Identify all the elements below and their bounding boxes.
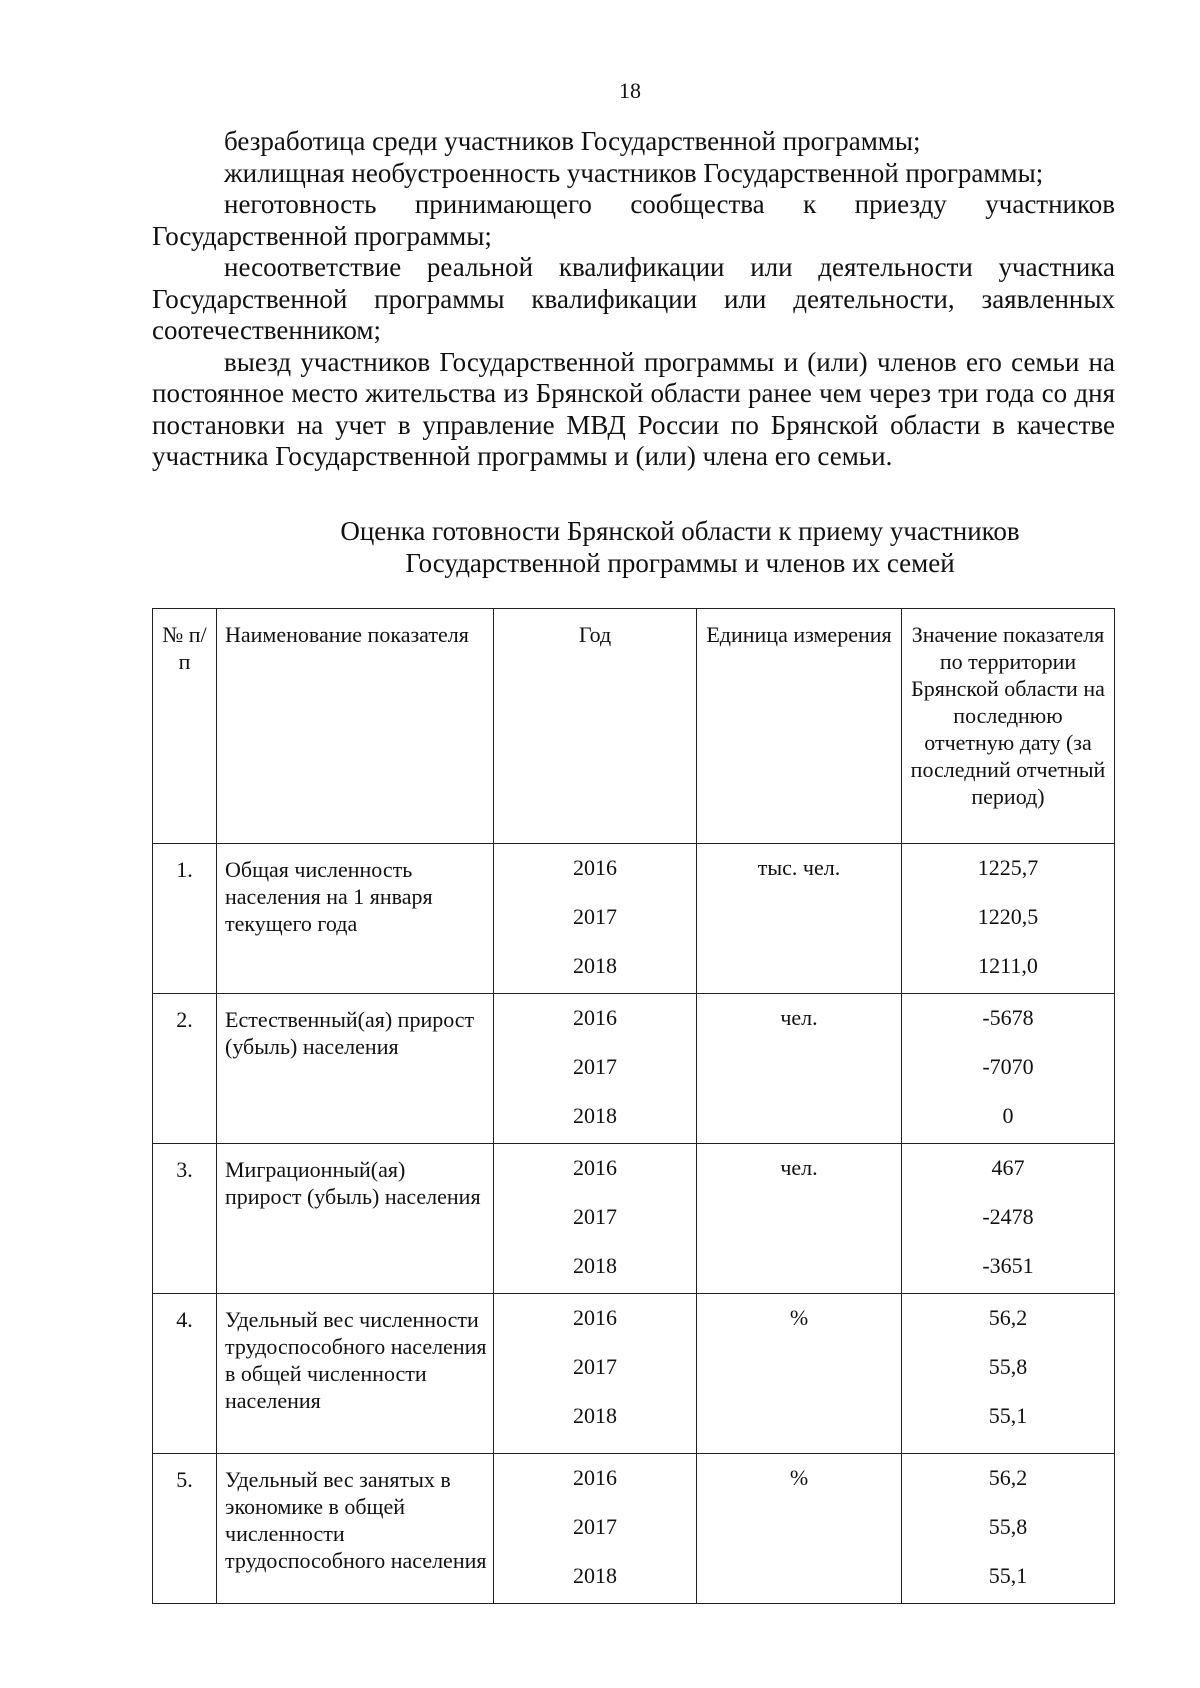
indicator-value: 1211,0 <box>978 953 1038 978</box>
row-years <box>494 844 697 994</box>
indicator-value: 55,1 <box>988 1403 1028 1428</box>
row-number: 4. <box>153 1294 217 1454</box>
year-value: 2016 <box>573 1155 617 1180</box>
paragraph: несоответствие реальной квалификации или деятельности участника Государственной программы квалификации или деятельности, заявленных соотечественником; <box>152 252 1115 345</box>
indicator-value: 55,8 <box>988 1354 1028 1379</box>
row-values <box>902 1454 1115 1604</box>
table-row <box>153 844 1115 994</box>
year-value: 2018 <box>573 953 617 978</box>
row-number: 2. <box>153 994 217 1144</box>
page-number: 18 <box>619 78 641 103</box>
row-years <box>494 1454 697 1604</box>
row-unit: % <box>697 1454 902 1604</box>
row-years <box>494 1294 697 1454</box>
paragraph: жилищная необустроенность участников Государственной программы; <box>224 157 1044 188</box>
paragraph: неготовность принимающего сообщества к приезду участников Государственной программы; <box>152 189 1115 251</box>
row-years <box>494 994 697 1144</box>
indicator-value: 0 <box>1002 1103 1014 1128</box>
table-body <box>153 844 1115 1604</box>
year-value: 2018 <box>573 1253 617 1278</box>
row-number: 1. <box>153 844 217 994</box>
row-number: 5. <box>153 1454 217 1604</box>
indicator-value: 56,2 <box>988 1465 1028 1490</box>
year-value: 2017 <box>573 1054 617 1079</box>
row-values <box>902 1294 1115 1454</box>
header-unit: Единица измерения <box>697 609 902 844</box>
row-values <box>902 844 1115 994</box>
row-indicator-name: Общая численность населения на 1 января текущего года <box>217 844 494 994</box>
row-unit: чел. <box>697 1144 902 1294</box>
indicator-value: 55,8 <box>988 1514 1028 1539</box>
year-value: 2017 <box>573 1354 617 1379</box>
indicator-value: 56,2 <box>988 1305 1028 1330</box>
body-text <box>152 126 1115 473</box>
header-no: № п/п <box>153 609 217 844</box>
row-indicator-name: Естественный(ая) прирост (убыль) населения <box>217 994 494 1144</box>
year-value: 2017 <box>573 1204 617 1229</box>
year-value: 2018 <box>573 1403 617 1428</box>
indicator-value: -5678 <box>982 1005 1034 1030</box>
paragraph: выезд участников Государственной программы и (или) членов его семьи на постоянное место жительства из Брянской области ранее чем через три года со дня постановки на учет в управление МВД России по Брянской области в качестве участника Государственной программы и (или) члена его семьи. <box>152 346 1115 471</box>
table-row <box>153 1454 1115 1604</box>
year-value: 2016 <box>573 1465 617 1490</box>
indicator-value: 1225,7 <box>977 855 1039 880</box>
year-value: 2016 <box>573 855 617 880</box>
indicator-value: -7070 <box>982 1054 1034 1079</box>
table-row <box>153 994 1115 1144</box>
row-unit: % <box>697 1294 902 1454</box>
paragraph: безработица среди участников Государственной программы; <box>224 126 921 156</box>
table-row <box>153 1294 1115 1454</box>
indicator-value: 55,1 <box>988 1563 1028 1588</box>
section-title-line: Оценка готовности Брянской области к приему участников <box>340 516 1020 546</box>
table-header-row <box>153 609 1115 844</box>
section-title-line: Государственной программы и членов их семей <box>405 548 955 578</box>
header-value: Значение показателя по территории Брянской области на последнюю отчетную дату (за последний отчетный период) <box>902 609 1115 844</box>
header-year: Год <box>494 609 697 844</box>
indicator-value: 1220,5 <box>977 904 1039 929</box>
row-unit: тыс. чел. <box>697 844 902 994</box>
row-unit: чел. <box>697 994 902 1144</box>
indicator-value: 467 <box>991 1155 1025 1180</box>
indicators-table <box>152 608 1115 1604</box>
row-values <box>902 994 1115 1144</box>
year-value: 2016 <box>573 1305 617 1330</box>
row-indicator-name: Удельный вес численности трудоспособного населения в общей численности населения <box>217 1294 494 1454</box>
table-row <box>153 1144 1115 1294</box>
year-value: 2018 <box>573 1563 617 1588</box>
indicator-value: -3651 <box>982 1253 1034 1278</box>
year-value: 2016 <box>573 1005 617 1030</box>
year-value: 2018 <box>573 1103 617 1128</box>
section-title <box>240 515 1120 579</box>
row-number: 3. <box>153 1144 217 1294</box>
indicator-value: -2478 <box>982 1204 1034 1229</box>
row-indicator-name: Миграционный(ая) прирост (убыль) населения <box>217 1144 494 1294</box>
row-indicator-name: Удельный вес занятых в экономике в общей численности трудоспособного населения <box>217 1454 494 1604</box>
header-name: Наименование показателя <box>217 609 494 844</box>
year-value: 2017 <box>573 904 617 929</box>
row-years <box>494 1144 697 1294</box>
year-value: 2017 <box>573 1514 617 1539</box>
row-values <box>902 1144 1115 1294</box>
